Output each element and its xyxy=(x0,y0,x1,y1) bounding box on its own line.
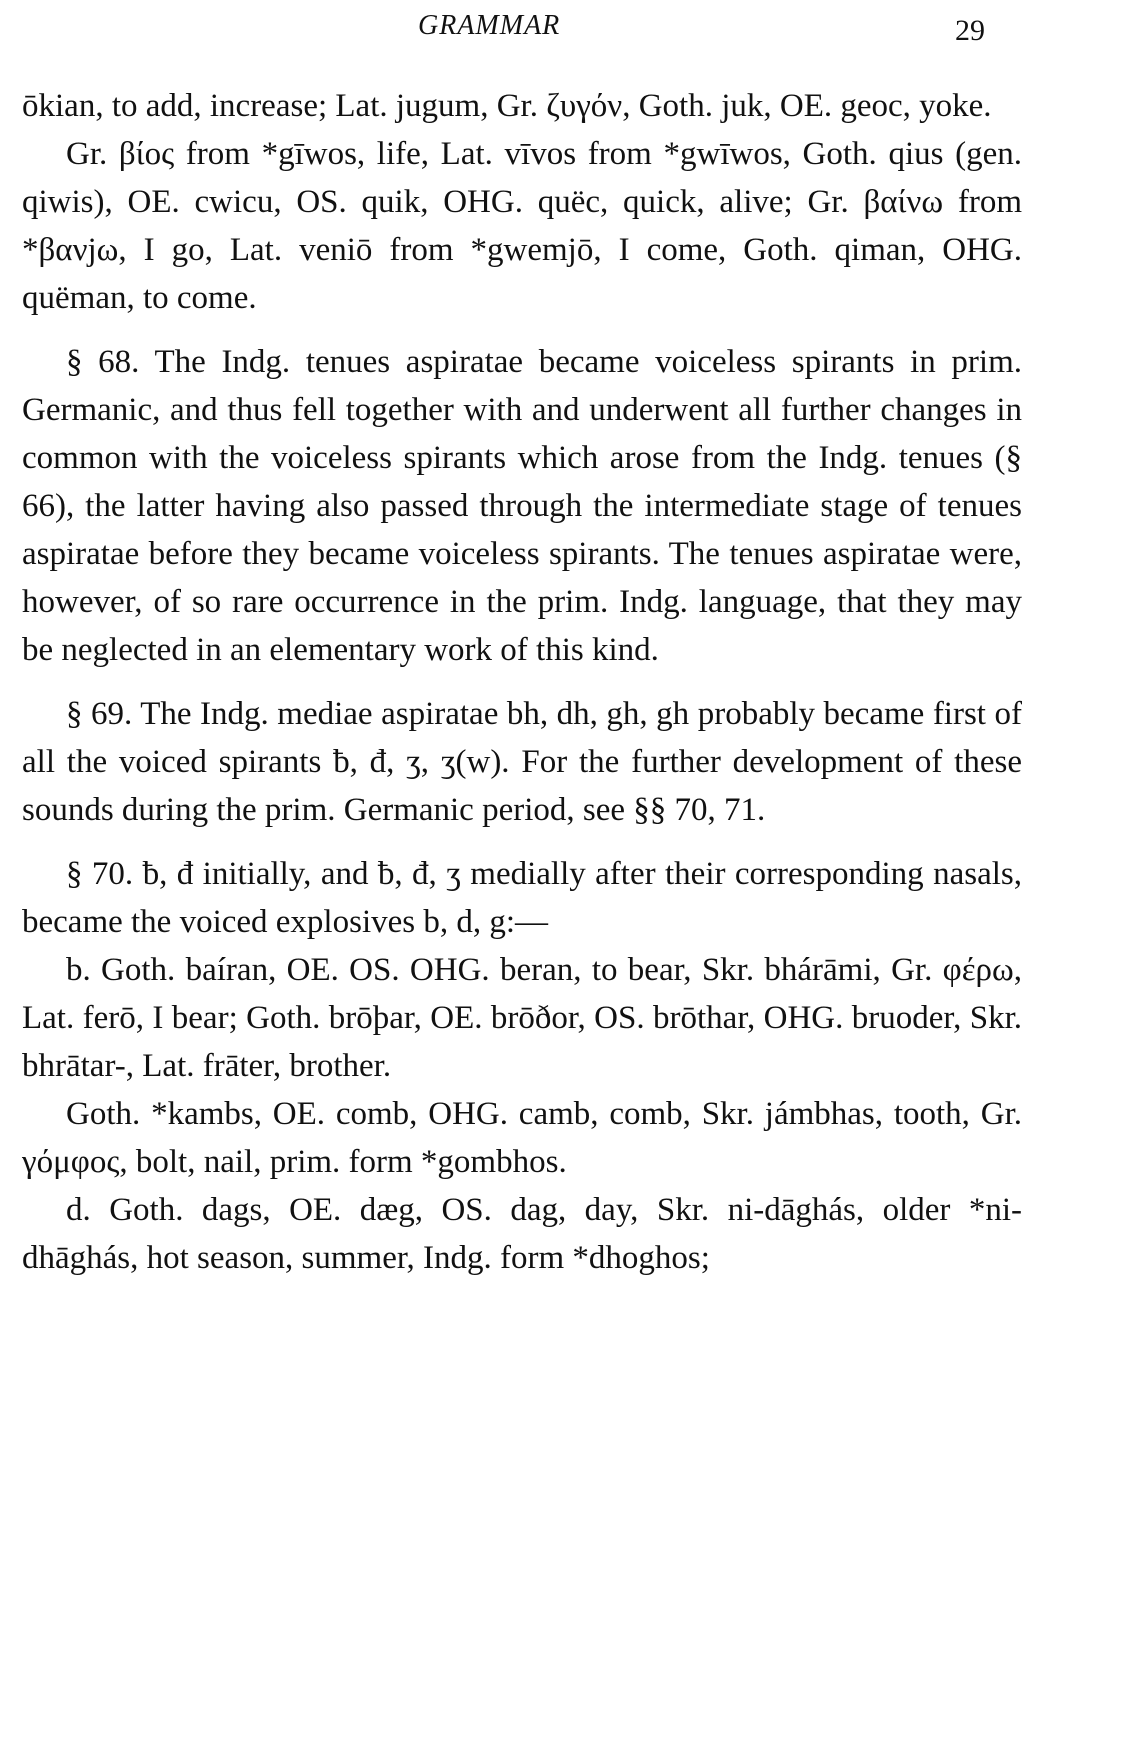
body-text xyxy=(22,82,1022,1282)
paragraph-yoke-etymology: ōkian, to add, increase; Lat. jugum, Gr. ζυγόν, Goth. juk, OE. geoc, yoke. xyxy=(22,88,992,124)
paragraph-section-69: § 69. The Indg. mediae aspiratae bh, dh, gh, gh probably became first of all the voiced spirants ƀ, đ, ʒ, ʒ(w). For the further development of these sounds during the prim. Germanic period, see §§ 70, 71. xyxy=(22,696,1022,828)
page-header xyxy=(0,10,1121,50)
paragraph-b-examples: b. Goth. baíran, OE. OS. OHG. beran, to bear, Skr. bhárāmi, Gr. φέρω, Lat. ferō, I bear; Goth. brōþar, OE. brōðor, OS. brōthar, OHG. bruoder, Skr. bhrātar-, Lat. frāter, brother. xyxy=(22,952,1022,1084)
paragraph-section-68: § 68. The Indg. tenues aspiratae became voiceless spirants in prim. Germanic, and thus fell together with and underwent all further changes in common with the voiceless spirants which arose from the Indg. tenues (§ 66), the latter having also passed through the intermediate stage of tenues aspiratae before they became voiceless spirants. The tenues aspiratae were, however, of so rare occurrence in the prim. Indg. language, that they may be neglected in an elementary work of this kind. xyxy=(22,344,1022,668)
running-title: GRAMMAR xyxy=(418,10,561,41)
paragraph-comb-examples: Goth. *kambs, OE. comb, OHG. camb, comb, Skr. jámbhas, tooth, Gr. γόμφος, bolt, nail, prim. form *gombhos. xyxy=(22,1096,1022,1180)
paragraph-d-examples: d. Goth. dags, OE. dæg, OS. dag, day, Skr. ni-dāghás, older *ni-dhāghás, hot season, summer, Indg. form *dhoghos; xyxy=(22,1192,1022,1276)
paragraph-life-etymology: Gr. βίος from *gīwos, life, Lat. vīvos from *gwīwos, Goth. qius (gen. qiwis), OE. cwicu, OS. quik, OHG. quëc, quick, alive; Gr. βαίνω from *βανjω, I go, Lat. veniō from *gwemjō, I come, Goth. qiman, OHG. quëman, to come. xyxy=(22,136,1022,316)
page-number: 29 xyxy=(955,14,985,47)
paragraph-section-70: § 70. ƀ, đ initially, and ƀ, đ, ʒ medially after their corresponding nasals, became the voiced explosives b, d, g:— xyxy=(22,856,1022,940)
